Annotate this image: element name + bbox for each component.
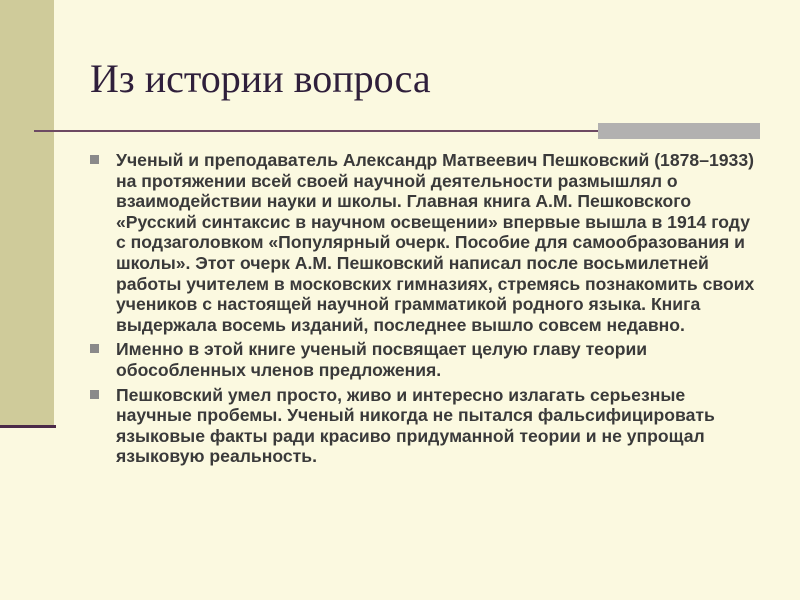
bullet-text-3: Пешковский умел просто, живо и интересно излагать серьезные научные пробемы. Ученый никогда не пытался фальсифицировать языковые факты ради красиво придуманной теории и не упрощал языковую реальность.: [116, 384, 715, 467]
square-bullet-icon: [90, 344, 99, 353]
side-decorative-band: [0, 0, 54, 427]
square-bullet-icon: [90, 390, 99, 399]
bullet-list: [88, 150, 758, 471]
square-bullet-icon: [90, 155, 99, 164]
bullet-text-1: Ученый и преподаватель Александр Матвеевич Пешковский (1878–1933) на протяжении всей своей научной деятельности размышлял о взаимодействии науки и школы. Главная книга А.М. Пешковского «Русский синтаксис в научном освещении» впервые вышла в 1914 году с подзаголовком «Популярный очерк. Пособие для самообразования и школы». Этот очерк А.М. Пешковский написал после восьмилетней работы учителем в московских гимназиях, стремясь познакомить своих учеников с настоящей научной грамматикой родного языка. Книга выдержала восемь изданий, последнее вышло совсем недавно.: [116, 150, 755, 335]
bullet-item-3: [88, 385, 758, 467]
slide-title: Из истории вопроса: [90, 56, 431, 101]
side-band-underline: [0, 425, 56, 428]
title-accent-bar: [598, 123, 760, 139]
bullet-item-2: [88, 339, 758, 380]
bullet-text-2: Именно в этой книге ученый посвящает целую главу теории обособленных членов предложения.: [116, 339, 648, 380]
bullet-item-1: [88, 150, 758, 335]
